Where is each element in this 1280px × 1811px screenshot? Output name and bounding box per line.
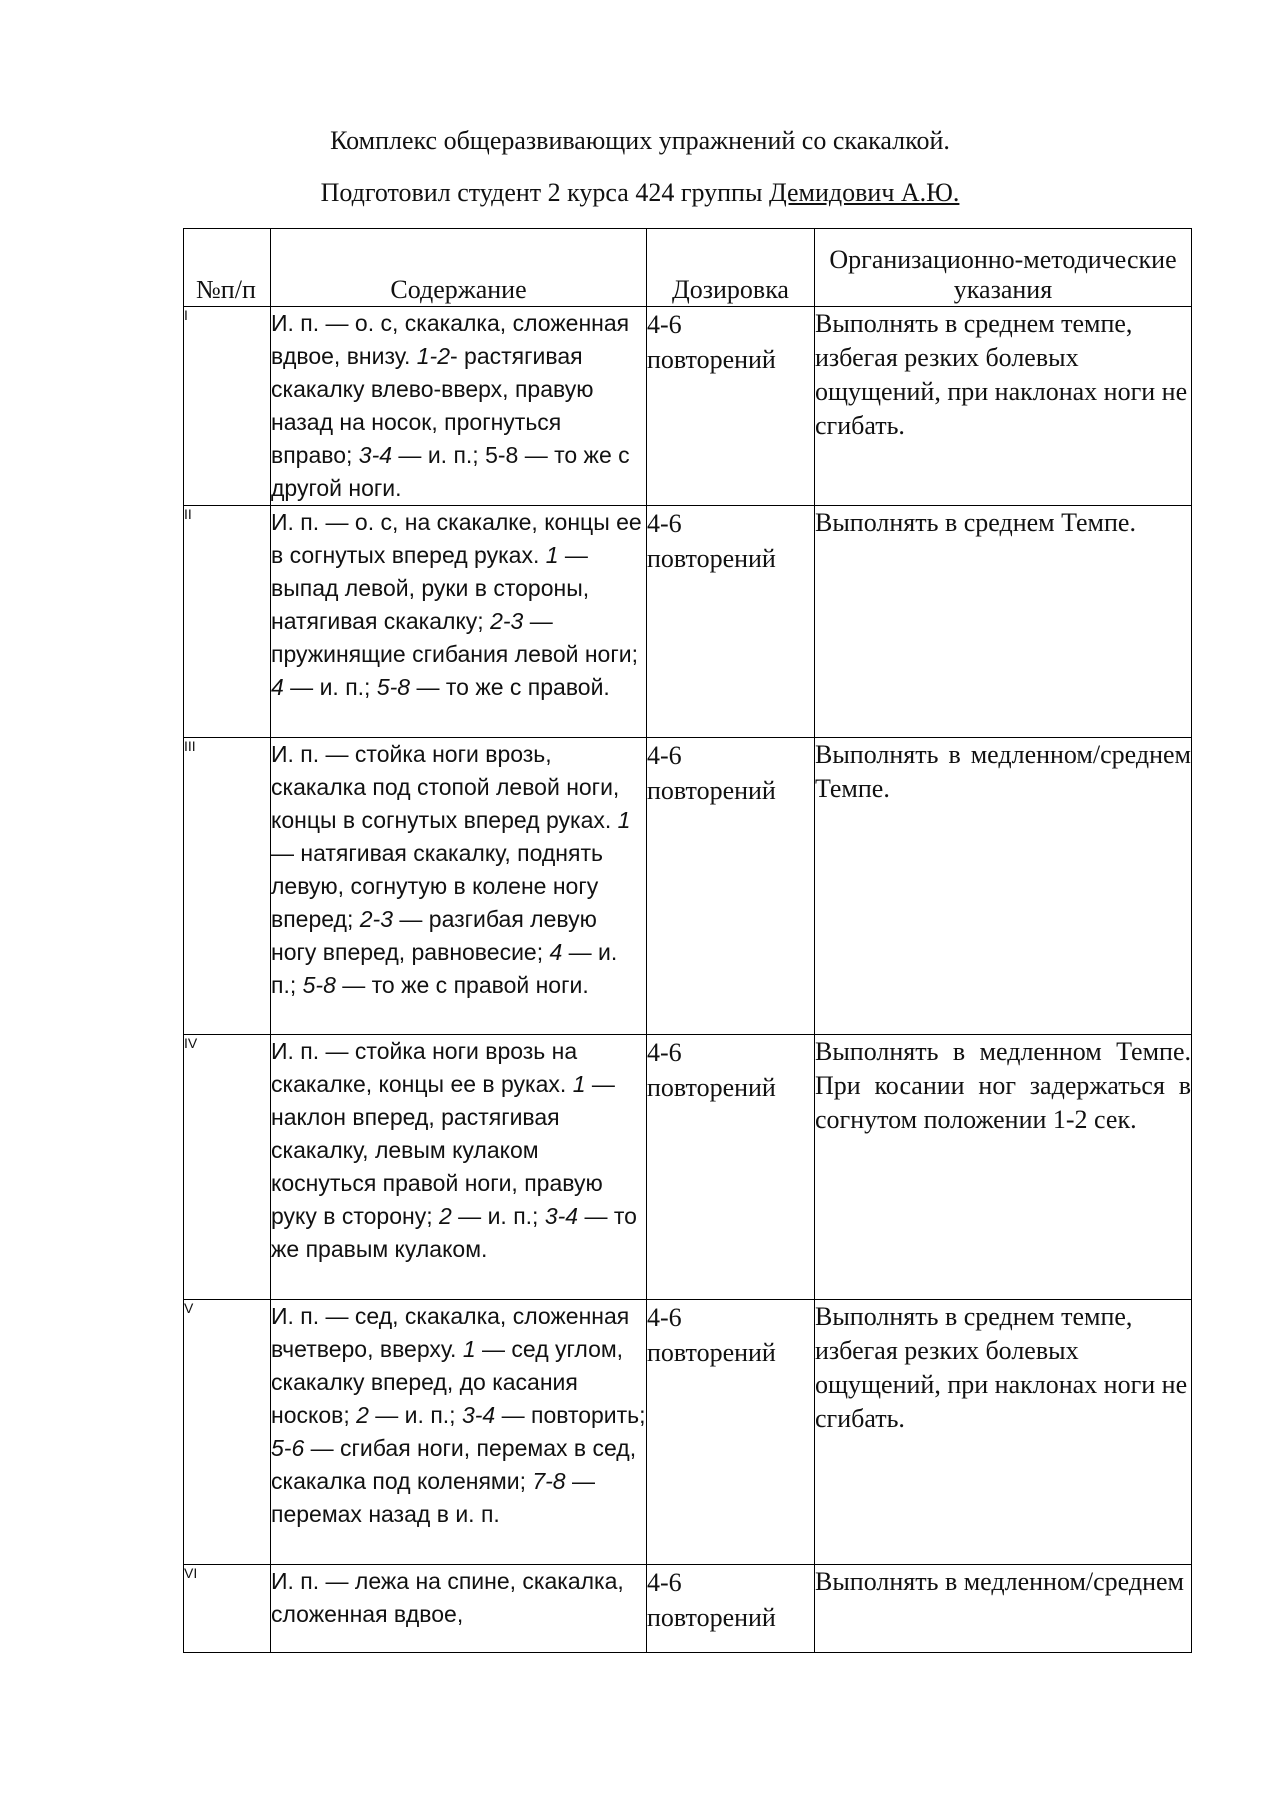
content-count: 5-8 — [302, 972, 336, 998]
content-count: 3-4 — [544, 1203, 579, 1229]
content-text: — то же с правой. — [410, 674, 610, 700]
document-subtitle — [0, 178, 1280, 208]
row-number: V — [184, 1300, 271, 1565]
content-text: И. п. — лежа на спине, скакалка, сложенная вдвое, — [271, 1568, 624, 1627]
content-count: 4 — [549, 939, 563, 965]
row-number: I — [184, 307, 271, 506]
content-count: 5-6 — [271, 1435, 305, 1461]
table-row — [184, 738, 1192, 1035]
content-count: 2-3 — [490, 608, 524, 634]
header-content: Содержание — [271, 229, 647, 307]
content-text: — наклон вперед, растягивая скакалку, левым кулаком коснуться правой ноги, правую руку в сторону; — [271, 1071, 615, 1229]
row-number: III — [184, 738, 271, 1035]
content-text: И. п. — стойка ноги врозь, скакалка под стопой левой ноги, концы в согнутых вперед руках. — [271, 741, 620, 833]
table-row — [184, 1300, 1192, 1565]
content-count: 2 — [356, 1402, 369, 1428]
content-text: — перемах назад в и. п. — [271, 1468, 595, 1527]
content-count: 2-3 — [359, 906, 393, 932]
content-text: И. п. — о. с, на скакалке, концы ее в согнутых вперед руках. — [271, 509, 642, 568]
content-text: — выпад левой, руки в стороны, натягивая скакалку; — [271, 542, 590, 634]
content-text: - растягивая скакалку влево-вверх, правую назад на носок, прогнуться вправо; — [271, 343, 594, 468]
content-text: — сгибая ноги, перемах в сед, скакалка под коленями; — [271, 1435, 637, 1494]
row-dosage: 4-6 повторений — [647, 307, 815, 506]
content-text: — то же правым кулаком. — [271, 1203, 637, 1262]
subtitle-prefix: Подготовил студент 2 курса 424 группы — [320, 178, 769, 207]
table-header-row — [184, 229, 1192, 307]
content-count: 1 — [545, 542, 559, 568]
row-dosage: 4-6 повторений — [647, 738, 815, 1035]
row-content — [271, 1565, 647, 1653]
row-notes: Выполнять в медленном/среднем Темпе. — [815, 738, 1192, 1035]
row-dosage: 4-6 повторений — [647, 506, 815, 738]
content-text: — и. п.; — [283, 674, 377, 700]
row-dosage: 4-6 повторений — [647, 1565, 815, 1653]
content-count: 1 — [572, 1071, 586, 1097]
row-number: VI — [184, 1565, 271, 1653]
row-notes: Выполнять в среднем темпе, избегая резких болевых ощущений, при наклонах ноги не сгибать. — [815, 307, 1192, 506]
row-content — [271, 1300, 647, 1565]
content-count: 1 — [617, 807, 631, 833]
content-count: 4 — [271, 674, 284, 700]
row-dosage: 4-6 повторений — [647, 1035, 815, 1300]
content-text: — и. п.; — [271, 939, 618, 998]
table-row — [184, 307, 1192, 506]
content-text: — сед углом, скакалку вперед, до касания носков; — [271, 1336, 624, 1428]
content-text: — повторить; — [495, 1402, 646, 1428]
row-notes: Выполнять в медленном/среднем — [815, 1565, 1192, 1653]
content-count: 1-2 — [416, 343, 450, 369]
content-count: 3-4 — [461, 1402, 496, 1428]
content-text: — то же с правой ноги. — [335, 972, 589, 998]
content-text: — пружинящие сгибания левой ноги; — [271, 608, 638, 667]
row-content — [271, 307, 647, 506]
content-text: — разгибая левую ногу вперед, равновесие; — [271, 906, 597, 965]
row-content — [271, 506, 647, 738]
content-text: И. п. — сед, скакалка, сложенная вчетверо, вверху. — [271, 1303, 630, 1362]
row-number: IV — [184, 1035, 271, 1300]
exercise-table — [183, 228, 1192, 1653]
row-notes: Выполнять в среднем Темпе. — [815, 506, 1192, 738]
content-text: — и. п.; 5-8 — то же с другой ноги. — [271, 442, 630, 501]
content-text: — натягивая скакалку, поднять левую, согнутую в колене ногу вперед; — [271, 840, 603, 932]
content-text: — и. п.; — [368, 1402, 462, 1428]
content-text: — и. п.; — [451, 1203, 545, 1229]
content-count: 2 — [439, 1203, 452, 1229]
content-text: И. п. — стойка ноги врозь на скакалке, концы ее в руках. — [271, 1038, 578, 1097]
content-text: И. п. — о. с, скакалка, сложенная вдвое, внизу. — [271, 310, 630, 369]
content-count: 5-8 — [376, 674, 411, 700]
content-count: 7-8 — [532, 1468, 566, 1494]
row-notes: Выполнять в среднем темпе, избегая резких болевых ощущений, при наклонах ноги не сгибать. — [815, 1300, 1192, 1565]
table-row — [184, 506, 1192, 738]
row-number: II — [184, 506, 271, 738]
row-content — [271, 1035, 647, 1300]
table-row — [184, 1565, 1192, 1653]
header-notes: Организационно-методические указания — [815, 229, 1192, 307]
content-count: 3-4 — [358, 442, 393, 468]
document-title: Комплекс общеразвивающих упражнений со скакалкой. — [330, 126, 950, 155]
row-content — [271, 738, 647, 1035]
header-dosage: Дозировка — [647, 229, 815, 307]
author-name: Демидович А.Ю. — [768, 178, 960, 207]
row-notes: Выполнять в медленном Темпе. При косании ног задержаться в согнутом положении 1-2 сек. — [815, 1035, 1192, 1300]
row-dosage: 4-6 повторений — [647, 1300, 815, 1565]
header-num: №п/п — [184, 229, 271, 307]
content-count: 1 — [462, 1336, 476, 1362]
table-row — [184, 1035, 1192, 1300]
